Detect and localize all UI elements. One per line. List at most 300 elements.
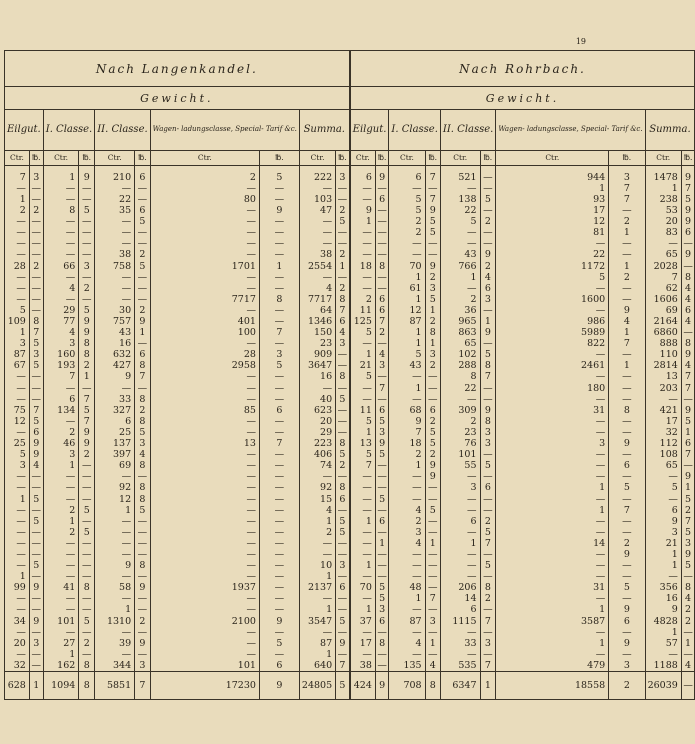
table-cell: 5 — [29, 516, 43, 527]
table-cell: 6 — [645, 505, 681, 516]
table-cell: 68 — [389, 405, 425, 416]
table-cell: 7 — [480, 538, 496, 549]
table-cell: 5 — [259, 361, 299, 372]
table-cell: — — [681, 460, 695, 471]
table-cell: — — [150, 460, 259, 471]
table-cell: 1 — [299, 649, 335, 660]
table-cell: 9 — [681, 405, 695, 416]
table-cell: — — [259, 516, 299, 527]
table-cell: 3587 — [496, 616, 609, 627]
right-weight-header: Gewicht. — [350, 87, 695, 110]
total-cell: 5 — [336, 672, 350, 700]
table-cell: — — [259, 449, 299, 460]
table-cell: — — [259, 305, 299, 316]
table-cell: 9 — [681, 549, 695, 560]
table-cell: 8 — [336, 294, 350, 305]
table-cell: — — [95, 283, 135, 294]
table-cell: 9 — [135, 316, 151, 327]
table-cell: 944 — [496, 166, 609, 184]
table-cell: 2 — [609, 538, 645, 549]
table-cell: — — [135, 538, 151, 549]
table-cell: — — [259, 627, 299, 638]
table-cell: — — [259, 283, 299, 294]
table-cell: — — [645, 239, 681, 250]
table-cell: 5 — [425, 427, 440, 438]
table-cell: — — [43, 183, 79, 194]
table-cell: 1 — [259, 261, 299, 272]
table-cell: 356 — [645, 582, 681, 593]
total-cell: 6347 — [440, 672, 480, 700]
table-cell: 23 — [299, 338, 335, 349]
table-cell: — — [496, 527, 609, 538]
table-cell: 4 — [425, 660, 440, 672]
table-cell: 65 — [645, 250, 681, 261]
table-cell: — — [609, 449, 645, 460]
total-cell: 7 — [135, 672, 151, 700]
table-cell: 401 — [150, 316, 259, 327]
total-cell: 26039 — [645, 672, 681, 700]
table-cell: 12 — [389, 305, 425, 316]
right-class2-header: II. Classe. — [440, 110, 495, 151]
table-cell: 38 — [299, 250, 335, 261]
table-cell: — — [29, 216, 43, 227]
table-cell: — — [425, 527, 440, 538]
table-cell: — — [375, 571, 389, 582]
table-cell: 61 — [389, 283, 425, 294]
table-cell: — — [79, 560, 95, 571]
table-cell: 8 — [440, 372, 480, 383]
unit-header-row — [5, 151, 695, 166]
table-cell: 1188 — [645, 660, 681, 672]
table-cell: 4 — [29, 460, 43, 471]
table-cell: 99 — [5, 582, 30, 593]
table-cell: — — [259, 383, 299, 394]
table-cell: — — [150, 505, 259, 516]
table-cell: — — [389, 560, 425, 571]
totals-row — [5, 672, 695, 700]
table-cell: 22 — [440, 205, 480, 216]
table-cell: — — [259, 394, 299, 405]
table-cell: 4 — [389, 638, 425, 649]
total-cell: 2 — [609, 672, 645, 700]
table-cell: 8 — [79, 660, 95, 672]
table-cell: 4 — [681, 283, 695, 294]
table-cell: — — [135, 383, 151, 394]
table-cell: 2 — [440, 294, 480, 305]
table-cell: — — [79, 383, 95, 394]
table-cell: — — [496, 394, 609, 405]
table-cell: 6860 — [645, 327, 681, 338]
table-cell: — — [299, 472, 335, 483]
table-cell: 5 — [350, 372, 375, 383]
table-cell: 6 — [375, 194, 389, 205]
table-cell: 5 — [480, 460, 496, 471]
table-cell: 7 — [259, 327, 299, 338]
table-cell: — — [299, 227, 335, 238]
table-cell: 6 — [480, 483, 496, 494]
table-cell: — — [95, 516, 135, 527]
table-cell: 7 — [29, 405, 43, 416]
table-cell: — — [425, 549, 440, 560]
table-cell: — — [150, 649, 259, 660]
ledger-body — [5, 166, 695, 672]
table-cell: — — [79, 538, 95, 549]
table-cell: 2 — [609, 216, 645, 227]
table-cell: 6 — [375, 294, 389, 305]
table-row — [5, 316, 695, 327]
table-row — [5, 261, 695, 272]
table-cell: 9 — [425, 460, 440, 471]
table-cell: — — [299, 239, 335, 250]
table-cell: — — [135, 239, 151, 250]
table-cell: — — [150, 239, 259, 250]
table-cell: 18 — [350, 261, 375, 272]
table-cell: 17 — [350, 638, 375, 649]
table-row — [5, 560, 695, 571]
table-cell: 5 — [645, 483, 681, 494]
table-row — [5, 660, 695, 672]
table-cell: 9 — [425, 261, 440, 272]
table-cell: 2 — [389, 227, 425, 238]
table-cell: 1 — [350, 216, 375, 227]
table-cell: 5 — [5, 305, 30, 316]
table-cell: 2 — [389, 516, 425, 527]
table-cell: — — [375, 283, 389, 294]
table-cell: 3 — [336, 338, 350, 349]
table-cell: — — [150, 283, 259, 294]
table-cell: — — [425, 627, 440, 638]
table-cell: — — [95, 538, 135, 549]
table-row — [5, 527, 695, 538]
total-cell: 1 — [480, 672, 496, 700]
table-row — [5, 383, 695, 394]
table-cell: 888 — [645, 338, 681, 349]
table-cell: 6 — [375, 616, 389, 627]
table-cell: 5 — [496, 272, 609, 283]
table-cell: — — [480, 549, 496, 560]
table-cell: 3 — [480, 638, 496, 649]
table-cell: — — [389, 472, 425, 483]
table-cell: — — [29, 483, 43, 494]
table-cell: 6 — [609, 616, 645, 627]
table-cell: 5 — [425, 438, 440, 449]
table-row — [5, 216, 695, 227]
table-cell: 623 — [299, 405, 335, 416]
table-cell: 3 — [135, 660, 151, 672]
table-cell: 3 — [609, 166, 645, 184]
table-cell: — — [150, 494, 259, 505]
table-cell: 9 — [29, 616, 43, 627]
total-cell: 1094 — [43, 672, 79, 700]
table-cell: 87 — [389, 316, 425, 327]
table-cell: 2 — [150, 166, 259, 184]
table-cell: — — [609, 594, 645, 605]
table-cell: — — [336, 627, 350, 638]
table-cell: 12 — [5, 416, 30, 427]
table-cell: — — [259, 460, 299, 471]
table-cell: 4 — [336, 327, 350, 338]
unit-ctr-label: Ctr. — [5, 151, 30, 166]
table-cell: — — [29, 660, 43, 672]
table-cell: — — [425, 571, 440, 582]
table-cell: — — [336, 416, 350, 427]
table-cell: — — [5, 605, 30, 616]
unit-lb-label: ℔. — [375, 151, 389, 166]
unit-lb-label: ℔. — [29, 151, 43, 166]
table-cell: 3 — [259, 350, 299, 361]
table-cell: — — [496, 460, 609, 471]
table-cell: — — [350, 571, 375, 582]
table-cell: 35 — [95, 205, 135, 216]
table-cell: — — [375, 372, 389, 383]
table-row — [5, 405, 695, 416]
table-cell: — — [350, 494, 375, 505]
table-cell: — — [389, 649, 425, 660]
table-row — [5, 183, 695, 194]
table-cell: 180 — [496, 383, 609, 394]
table-cell: 2 — [135, 405, 151, 416]
table-cell: — — [79, 294, 95, 305]
table-cell: 2 — [425, 272, 440, 283]
table-cell: — — [480, 305, 496, 316]
table-cell: 1600 — [496, 294, 609, 305]
table-cell: 38 — [350, 660, 375, 672]
table-cell: — — [43, 294, 79, 305]
table-cell: — — [336, 227, 350, 238]
table-cell: — — [29, 239, 43, 250]
table-cell: 20 — [5, 638, 30, 649]
table-cell: — — [440, 227, 480, 238]
table-cell: — — [150, 527, 259, 538]
table-cell: 22 — [440, 383, 480, 394]
table-cell: — — [350, 383, 375, 394]
table-cell: — — [609, 205, 645, 216]
left-weight-header: Gewicht. — [5, 87, 350, 110]
table-cell: — — [79, 183, 95, 194]
table-cell: 3 — [425, 616, 440, 627]
table-cell: — — [425, 605, 440, 616]
table-cell: — — [299, 216, 335, 227]
table-cell: 7 — [336, 660, 350, 672]
table-cell: — — [5, 272, 30, 283]
table-cell: — — [95, 549, 135, 560]
table-cell: 4 — [681, 294, 695, 305]
table-cell: — — [350, 250, 375, 261]
table-cell: — — [43, 627, 79, 638]
table-cell: — — [79, 594, 95, 605]
table-cell: — — [135, 227, 151, 238]
table-cell: — — [480, 239, 496, 250]
table-cell: 3 — [440, 483, 480, 494]
table-cell: 6 — [259, 660, 299, 672]
table-cell: 9 — [645, 516, 681, 527]
table-row — [5, 205, 695, 216]
table-cell: — — [135, 272, 151, 283]
table-cell: 6 — [425, 405, 440, 416]
table-cell: 5 — [389, 350, 425, 361]
table-cell: — — [480, 166, 496, 184]
table-cell: — — [43, 560, 79, 571]
table-cell: — — [480, 394, 496, 405]
table-cell: 9 — [609, 549, 645, 560]
table-cell: — — [150, 449, 259, 460]
table-cell: — — [95, 571, 135, 582]
table-cell: — — [375, 183, 389, 194]
table-cell: 4 — [681, 594, 695, 605]
table-cell: 75 — [5, 405, 30, 416]
table-cell: 9 — [609, 438, 645, 449]
table-cell: 65 — [440, 338, 480, 349]
table-cell: 2 — [425, 361, 440, 372]
table-row — [5, 227, 695, 238]
table-cell: 162 — [43, 660, 79, 672]
table-cell: — — [259, 239, 299, 250]
table-cell: 8 — [79, 338, 95, 349]
table-cell: 5 — [480, 560, 496, 571]
unit-ctr-label: Ctr. — [496, 151, 609, 166]
table-cell: — — [496, 283, 609, 294]
table-cell: — — [375, 649, 389, 660]
table-cell: 9 — [29, 582, 43, 593]
total-cell: 24805 — [299, 672, 335, 700]
table-cell: 1 — [681, 483, 695, 494]
table-cell: — — [425, 383, 440, 394]
table-cell: 30 — [95, 305, 135, 316]
table-cell: 6 — [95, 416, 135, 427]
table-row — [5, 305, 695, 316]
table-cell: — — [350, 538, 375, 549]
table-cell: 43 — [95, 327, 135, 338]
table-cell: — — [389, 372, 425, 383]
table-cell: — — [259, 605, 299, 616]
table-cell: 85 — [150, 405, 259, 416]
table-cell: — — [336, 272, 350, 283]
table-cell: — — [29, 372, 43, 383]
table-cell: 34 — [5, 616, 30, 627]
table-cell: — — [350, 627, 375, 638]
table-cell: — — [150, 205, 259, 216]
table-cell: 2 — [389, 449, 425, 460]
table-cell: — — [681, 649, 695, 660]
table-cell: 67 — [5, 361, 30, 372]
table-cell: 5 — [440, 216, 480, 227]
table-cell: 38 — [95, 250, 135, 261]
table-cell: — — [480, 472, 496, 483]
table-cell: 6 — [375, 305, 389, 316]
table-cell: — — [350, 472, 375, 483]
page-number: 19 — [575, 37, 586, 46]
table-cell: — — [389, 239, 425, 250]
table-cell: 7 — [480, 372, 496, 383]
table-cell: 5 — [29, 494, 43, 505]
table-cell: 986 — [496, 316, 609, 327]
table-cell: 210 — [95, 166, 135, 184]
table-cell: — — [681, 239, 695, 250]
table-cell: — — [259, 427, 299, 438]
table-cell: — — [425, 372, 440, 383]
table-cell: 77 — [43, 316, 79, 327]
table-cell: 1 — [681, 638, 695, 649]
table-cell: 288 — [440, 361, 480, 372]
table-cell: 2 — [79, 449, 95, 460]
table-cell: 7 — [5, 166, 30, 184]
table-cell: 3 — [29, 638, 43, 649]
table-cell: 14 — [440, 594, 480, 605]
table-cell: — — [29, 250, 43, 261]
table-cell: 1 — [389, 294, 425, 305]
table-cell: 7 — [609, 338, 645, 349]
table-cell: 92 — [95, 483, 135, 494]
table-cell: — — [609, 416, 645, 427]
table-cell: 5 — [375, 582, 389, 593]
table-cell: — — [5, 227, 30, 238]
table-cell: 6 — [336, 316, 350, 327]
table-cell: — — [609, 250, 645, 261]
table-cell: 5 — [609, 582, 645, 593]
table-cell: 5 — [336, 216, 350, 227]
table-cell: 39 — [95, 638, 135, 649]
table-cell: 5 — [350, 449, 375, 460]
table-cell: 103 — [299, 194, 335, 205]
table-cell: — — [79, 516, 95, 527]
table-cell: — — [79, 272, 95, 283]
table-cell: — — [29, 383, 43, 394]
table-cell: 4 — [299, 505, 335, 516]
table-cell: 9 — [681, 250, 695, 261]
table-cell: 632 — [95, 350, 135, 361]
table-cell: 69 — [95, 460, 135, 471]
table-cell: — — [43, 571, 79, 582]
table-cell: 2 — [29, 205, 43, 216]
table-row — [5, 166, 695, 184]
table-cell: 2461 — [496, 361, 609, 372]
table-cell: — — [150, 638, 259, 649]
table-cell: 1 — [496, 605, 609, 616]
table-cell: — — [79, 227, 95, 238]
table-cell: 9 — [609, 305, 645, 316]
table-cell: — — [29, 272, 43, 283]
table-cell: — — [43, 594, 79, 605]
table-cell: 3 — [5, 338, 30, 349]
table-cell: 16 — [95, 338, 135, 349]
table-cell: 1 — [609, 361, 645, 372]
table-cell: 909 — [299, 350, 335, 361]
table-cell: 1 — [645, 560, 681, 571]
table-cell: — — [480, 627, 496, 638]
table-cell: — — [95, 294, 135, 305]
table-cell: — — [645, 472, 681, 483]
table-cell: — — [440, 527, 480, 538]
table-cell: — — [496, 594, 609, 605]
table-cell: — — [79, 472, 95, 483]
table-cell: — — [95, 239, 135, 250]
table-cell: 327 — [95, 405, 135, 416]
table-cell: 4828 — [645, 616, 681, 627]
table-cell: 8 — [29, 316, 43, 327]
table-cell: 9 — [79, 327, 95, 338]
table-cell: 5 — [135, 261, 151, 272]
table-cell: 5 — [681, 560, 695, 571]
table-cell: — — [29, 594, 43, 605]
table-cell: 12 — [496, 216, 609, 227]
table-cell: — — [440, 494, 480, 505]
table-cell: 2 — [79, 361, 95, 372]
table-cell: — — [43, 272, 79, 283]
table-row — [5, 239, 695, 250]
table-cell: — — [375, 483, 389, 494]
table-cell: — — [43, 194, 79, 205]
table-cell: 5 — [79, 616, 95, 627]
